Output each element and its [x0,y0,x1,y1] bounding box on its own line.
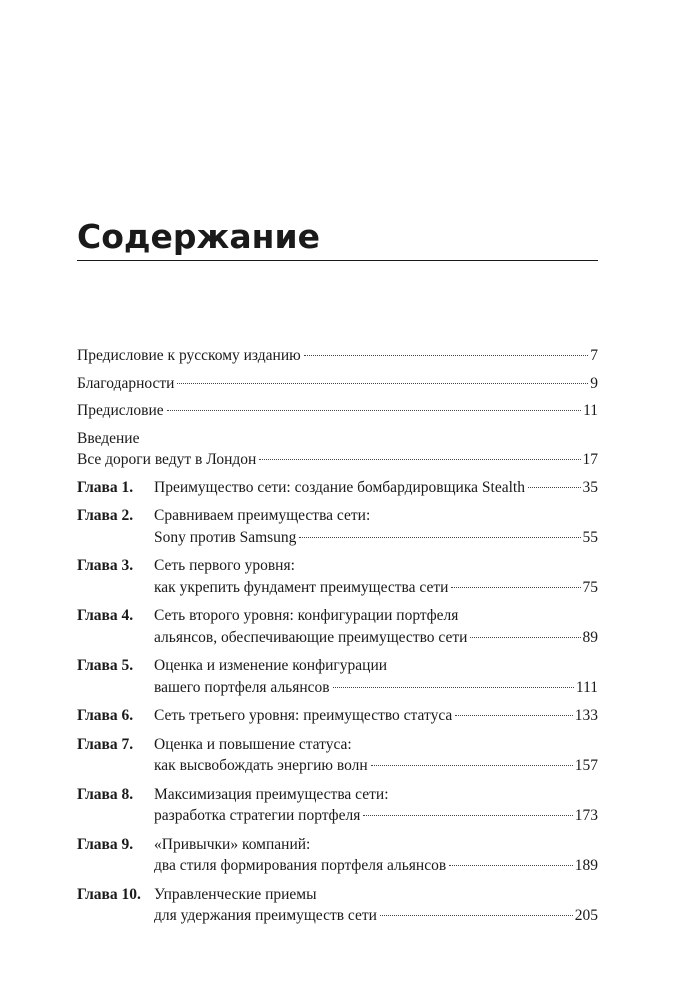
dot-leader [455,715,572,716]
chapter-label: Глава 5. [77,657,134,674]
dot-leader [167,410,581,411]
dot-leader [380,915,573,916]
toc-entry-text: Предисловие к русскому изданию [77,347,301,364]
toc-page-number: 35 [582,478,598,496]
chapter-label: Глава 6. [77,707,134,724]
toc-entry-chapter-5[interactable] [77,655,598,698]
chapter-title-line: Сеть первого уровня: [154,557,295,574]
chapter-label: Глава 7. [77,735,134,753]
preamble-list [77,345,598,471]
chapter-list [77,477,598,927]
toc-entry-text: Благодарности [77,374,175,392]
toc-entry-preface-russian[interactable] [77,345,598,367]
chapter-title-line: Sony против Samsung [154,528,297,546]
chapter-title-line: Преимущество сети: создание бомбардировщика Stealth [154,478,525,496]
toc-entry-chapter-9[interactable] [77,834,598,877]
chapter-title-line: Сеть третьего уровня: преимущество статуса [154,707,453,724]
dot-leader [449,865,573,866]
toc-entry-introduction[interactable] [77,428,598,471]
chapter-title-line: как укрепить фундамент преимущества сети [154,578,449,596]
toc-entry-chapter-6[interactable] [77,705,598,727]
toc-page-number: 157 [574,757,598,774]
toc-page-number: 75 [582,578,598,596]
title-rule [77,260,598,261]
toc-entry-chapter-2[interactable] [77,505,598,548]
toc-entry-heading: Введение [77,429,140,447]
toc-entry-chapter-3[interactable] [77,555,598,598]
dot-leader [299,537,580,538]
toc-page-number: 9 [590,374,598,392]
toc-entry-text: Все дороги ведут в Лондон [77,451,257,468]
chapter-title-line: Управленческие приемы [154,885,317,903]
chapter-title-line: как высвобождать энергию волн [154,757,368,774]
dot-leader [451,587,580,588]
dot-leader [304,355,589,356]
dot-leader [371,765,573,766]
chapter-label: Глава 9. [77,835,134,853]
chapter-title-line: разработка стратегии портфеля [154,807,361,824]
page-title: Содержание [77,217,320,256]
chapter-title-line: два стиля формирования портфеля альянсов [154,857,447,874]
chapter-title-line: вашего портфеля альянсов [154,678,330,696]
dot-leader [363,815,572,816]
toc-page-number: 189 [574,857,598,874]
toc-page-number: 11 [583,402,598,419]
chapter-title-line: «Привычки» компаний: [154,835,311,853]
chapter-title-line: для удержания преимуществ сети [154,907,377,924]
toc-page-number: 17 [582,451,598,468]
toc-entry-text: Предисловие [77,402,164,419]
toc-page-number: 133 [574,707,598,724]
toc-entry-chapter-10[interactable] [77,884,598,927]
toc-page-number: 205 [574,907,598,924]
table-of-contents [77,345,598,934]
toc-page-number: 111 [575,678,598,696]
toc-entry-acknowledgements[interactable] [77,373,598,395]
toc-entry-chapter-1[interactable] [77,477,598,499]
chapter-label: Глава 3. [77,557,134,574]
chapter-label: Глава 4. [77,607,134,624]
chapter-title-line: альянсов, обеспечивающие преимущество сети [154,628,468,646]
chapter-label: Глава 2. [77,507,134,524]
toc-page-number: 89 [582,628,598,646]
toc-entry-chapter-4[interactable] [77,605,598,648]
chapter-label: Глава 8. [77,785,134,803]
chapter-title-line: Сравниваем преимущества сети: [154,507,371,524]
toc-entry-chapter-7[interactable] [77,734,598,777]
toc-entry-chapter-8[interactable] [77,784,598,827]
toc-page-number: 55 [582,528,598,546]
dot-leader [177,383,588,384]
chapter-label: Глава 1. [77,478,134,496]
toc-page-number: 7 [590,347,598,364]
dot-leader [470,637,580,638]
toc-page-number: 173 [574,807,598,824]
toc-entry-preface[interactable] [77,400,598,422]
dot-leader [333,687,574,688]
chapter-title-line: Сеть второго уровня: конфигурации портфеля [154,607,459,624]
chapter-label: Глава 10. [77,885,141,903]
dot-leader [259,459,580,460]
dot-leader [528,487,581,488]
chapter-title-line: Оценка и повышение статуса: [154,735,352,753]
chapter-title-line: Оценка и изменение конфигурации [154,657,388,674]
chapter-title-line: Максимизация преимущества сети: [154,785,389,803]
